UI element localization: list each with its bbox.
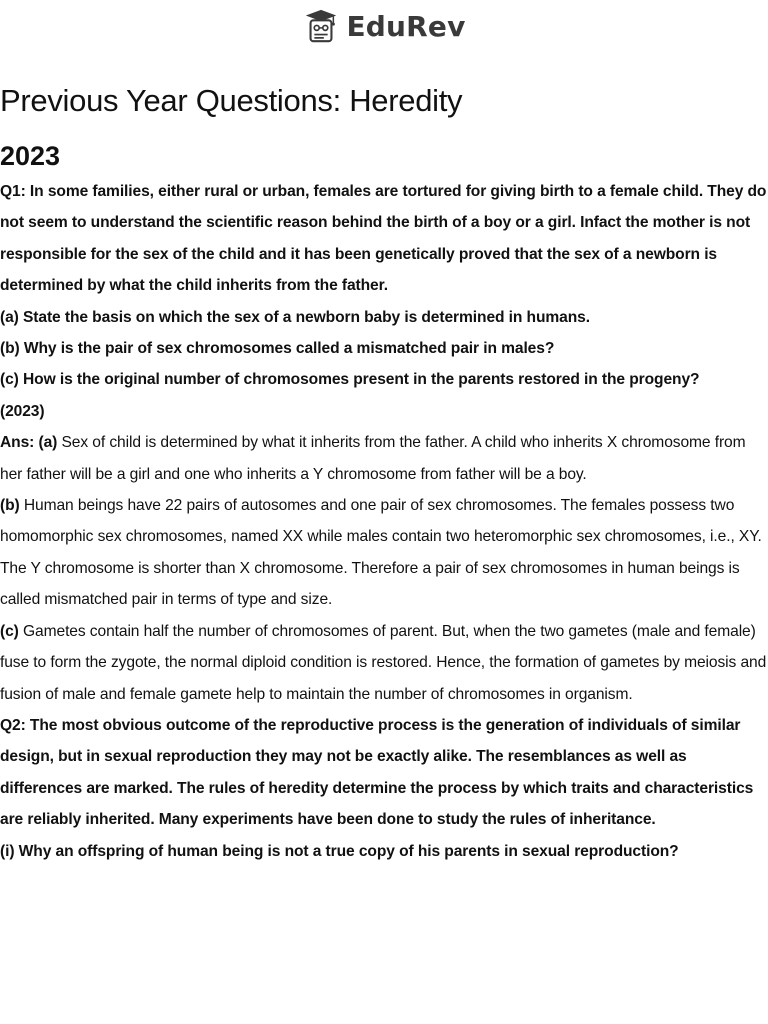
graduation-cap-icon [302,7,340,45]
page-title: Previous Year Questions: Heredity [0,83,463,118]
question-2-block [0,710,768,867]
answer-label: Ans: (a) [0,434,58,452]
question-1-block [0,176,768,710]
question-1-part-a: (a) State the basis on which the sex of a newborn baby is determined in humans. [0,308,590,326]
answer-c-label: (c) [0,622,19,640]
answer-1-a [0,427,768,490]
question-1-part-b: (b) Why is the pair of sex chromosomes called a mismatched pair in males? [0,340,555,358]
question-1-year-tag: (2023) [0,402,45,420]
answer-b-label: (b) [0,497,20,515]
answer-1-c [0,616,768,710]
question-1-part-c: (c) How is the original number of chromosomes present in the parents restored in the progeny? [0,371,700,389]
question-1-text: Q1: In some families, either rural or urban, females are tortured for giving birth to a female child. They do not seem to understand the scientific reason behind the birth of a boy or a girl. Infact the mother is not responsible for the sex of the child and it has been genetically proved that the sex of a newborn is determined by what the child inherits from the father. [0,183,767,295]
document-body [0,80,768,867]
question-2-text: Q2: The most obvious outcome of the reproductive process is the generation of individuals of similar design, but in sexual reproduction they may not be exactly alike. The resemblances as well as differences are marked. The rules of heredity determine the process by which traits and characteristics are reliably inherited. Many experiments have been done to study the rules of inheritance. [0,716,754,829]
question-2-part-i: (i) Why an offspring of human being is not a true copy of his parents in sexual reproduction? [0,842,679,860]
answer-1-b-text: Human beings have 22 pairs of autosomes and one pair of sex chromosomes. The females possess two homomorphic sex chromosomes, named XX while males contain two heteromorphic sex chromosomes, i.e., XY. The Y chromosome is shorter than X chromosome. Therefore a pair of sex chromosomes in human beings is called mismatched pair in terms of type and size. [0,497,762,609]
year-heading: 2023 [0,141,61,171]
answer-1-a-text: Sex of child is determined by what it inherits from the father. A child who inherits X chromosome from her father will be a girl and one who inherits a Y chromosome from father will be a boy. [0,434,746,483]
answer-1-c-text: Gametes contain half the number of chromosomes of parent. But, when the two gametes (male and female) fuse to form the zygote, the normal diploid condition is restored. Hence, the formation of gametes by meiosis and fusion of male and female gamete help to maintain the number of chromosomes in organism. [0,622,767,703]
edurev-logo[interactable] [302,7,465,45]
brand-name: EduRev [346,9,466,43]
answer-1-b [0,490,768,616]
site-header [0,0,768,52]
